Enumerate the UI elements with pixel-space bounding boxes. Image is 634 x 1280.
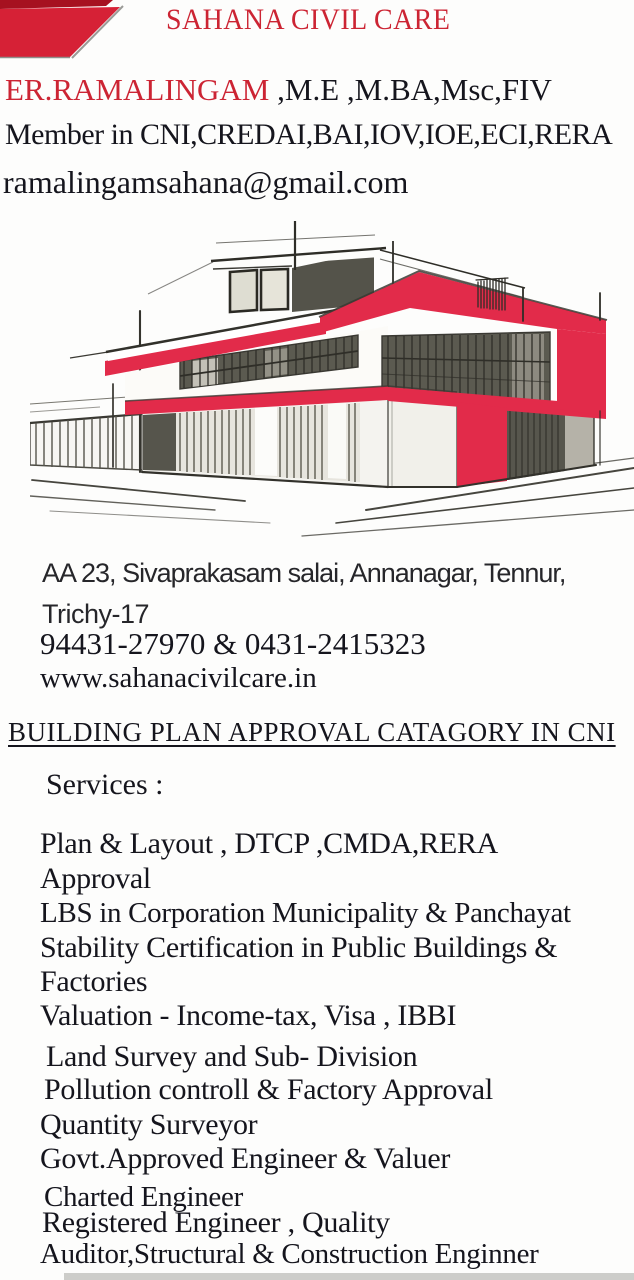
service-item: Valuation - Income-tax, Visa , IBBI [40, 999, 457, 1032]
service-item: Charted Engineer [44, 1181, 243, 1213]
service-item: Quantity Surveyor [40, 1108, 258, 1141]
corner-pier [388, 394, 457, 487]
website-url: www.sahanacivilcare.in [40, 662, 317, 694]
section-heading: BUILDING PLAN APPROVAL CATAGORY IN CNI [8, 717, 616, 747]
person-name-line [5, 72, 552, 108]
person-name: ER.RAMALINGAM [5, 72, 270, 107]
service-item: LBS in Corporation Municipality & Panchayat [40, 897, 571, 929]
building-sketch-svg [30, 208, 634, 543]
address-line2: Trichy-17 [42, 599, 150, 629]
building-illustration [30, 208, 634, 543]
scan-edge-strip [64, 1273, 634, 1280]
service-item: Approval [40, 862, 151, 895]
service-item: Plan & Layout , DTCP ,CMDA,RERA [40, 827, 498, 860]
service-item: Factories [40, 965, 148, 998]
company-title: SAHANA CIVIL CARE [166, 3, 451, 36]
service-item: Govt.Approved Engineer & Valuer [40, 1142, 451, 1175]
service-item: Registered Engineer , Quality [42, 1206, 390, 1239]
corner-banner [0, 0, 130, 60]
address-line1: AA 23, Sivaprakasam salai, Annanagar, Tennur, [42, 558, 566, 588]
membership-line: Member in CNI,CREDAI,BAI,IOV,IOE,ECI,RERA [5, 118, 613, 151]
service-item: Stability Certification in Public Buildings & [40, 931, 558, 964]
service-item: Pollution controll & Factory Approval [44, 1073, 493, 1106]
phone-numbers: 94431-27970 & 0431-2415323 [40, 626, 426, 661]
ground-floor-right [507, 408, 594, 480]
service-item: Land Survey and Sub- Division [46, 1040, 418, 1073]
service-item: Auditor,Structural & Construction Enginner [40, 1238, 539, 1270]
services-label: Services : [46, 768, 164, 801]
banner-red-shape [0, 7, 120, 58]
person-qualifications: ,M.E ,M.BA,Msc,FIV [269, 72, 552, 107]
email-text: ramalingamsahana@gmail.com [3, 164, 409, 200]
